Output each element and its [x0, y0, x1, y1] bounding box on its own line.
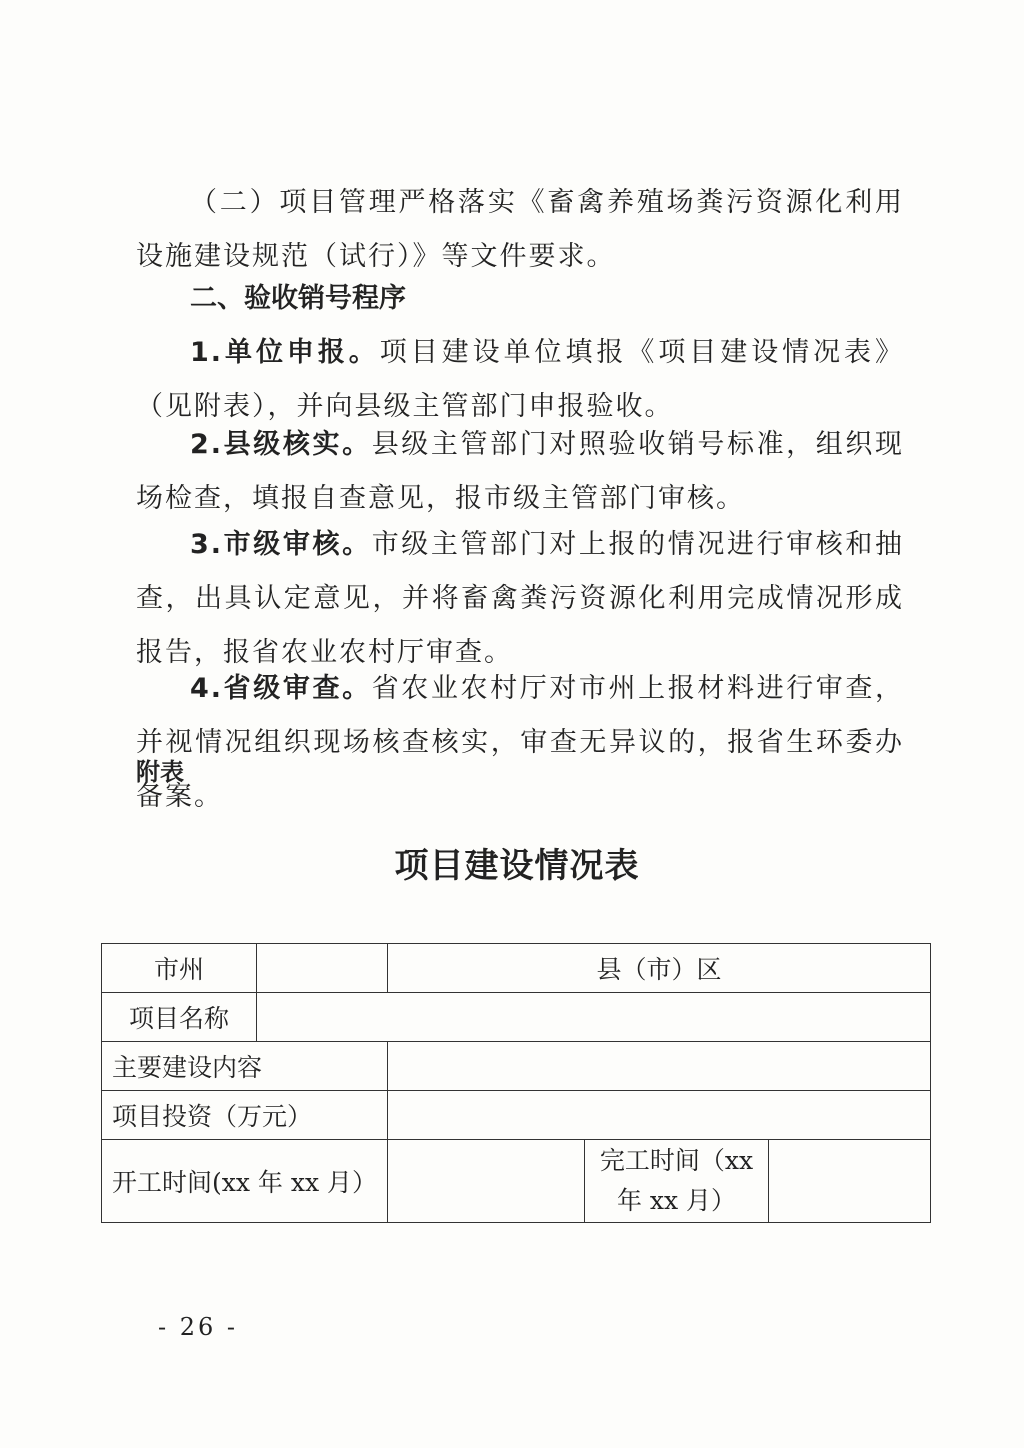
step-3-lead: 3.市级审核。	[190, 529, 372, 560]
end-date-value-cell[interactable]	[769, 1140, 931, 1223]
step-2-text: 县级主管部门对照验收销号标准，组织现场检查，填报自查意见，报市级主管部门审核。	[136, 429, 904, 514]
project-name-value-cell[interactable]	[257, 993, 931, 1042]
project-info-table	[101, 943, 931, 1223]
step-1-lead: 1.单位申报。	[190, 337, 380, 368]
table-row-investment	[102, 1091, 931, 1140]
content-value-cell[interactable]	[388, 1042, 931, 1091]
step-2-paragraph	[136, 418, 904, 526]
city-value-cell[interactable]	[257, 944, 388, 993]
table-row-project-name	[102, 993, 931, 1042]
step-2-lead: 2.县级核实。	[190, 429, 372, 460]
project-name-label-cell: 项目名称	[102, 993, 257, 1042]
content-label-cell: 主要建设内容	[102, 1042, 388, 1091]
section-heading: 二、验收销号程序	[190, 283, 406, 314]
page-number: - 26 -	[158, 1313, 239, 1341]
step-4-text: 省农业农村厅对市州上报材料进行审查，并视情况组织现场核查核实，审查无异议的，报省生环委办备案。	[136, 673, 904, 812]
step-3-paragraph	[136, 518, 904, 680]
paragraph-management: （二）项目管理严格落实《畜禽养殖场粪污资源化利用设施建设规范（试行）》等文件要求。	[136, 187, 904, 272]
city-label-cell: 市州	[102, 944, 257, 993]
start-date-label-cell: 开工时间(xx 年 xx 月）	[102, 1140, 388, 1223]
table-row-dates	[102, 1140, 931, 1223]
investment-value-cell[interactable]	[388, 1091, 931, 1140]
table-row-city	[102, 944, 931, 993]
county-label-cell: 县（市）区	[388, 944, 931, 993]
start-date-value-cell[interactable]	[388, 1140, 585, 1223]
step-3-text: 市级主管部门对上报的情况进行审核和抽查，出具认定意见，并将畜禽粪污资源化利用完成情况形成报告，报省农业农村厅审查。	[136, 529, 904, 668]
end-date-label-cell: 完工时间（xx 年 xx 月）	[585, 1140, 769, 1223]
step-4-paragraph	[136, 662, 904, 824]
table-title: 项目建设情况表	[394, 846, 640, 886]
step-4-lead: 4.省级审查。	[190, 673, 372, 704]
appendix-label: 附表	[136, 758, 184, 786]
step-1-text: 项目建设单位填报《项目建设情况表》（见附表），并向县级主管部门申报验收。	[136, 337, 905, 422]
table-row-content	[102, 1042, 931, 1091]
investment-label-cell: 项目投资（万元）	[102, 1091, 388, 1140]
